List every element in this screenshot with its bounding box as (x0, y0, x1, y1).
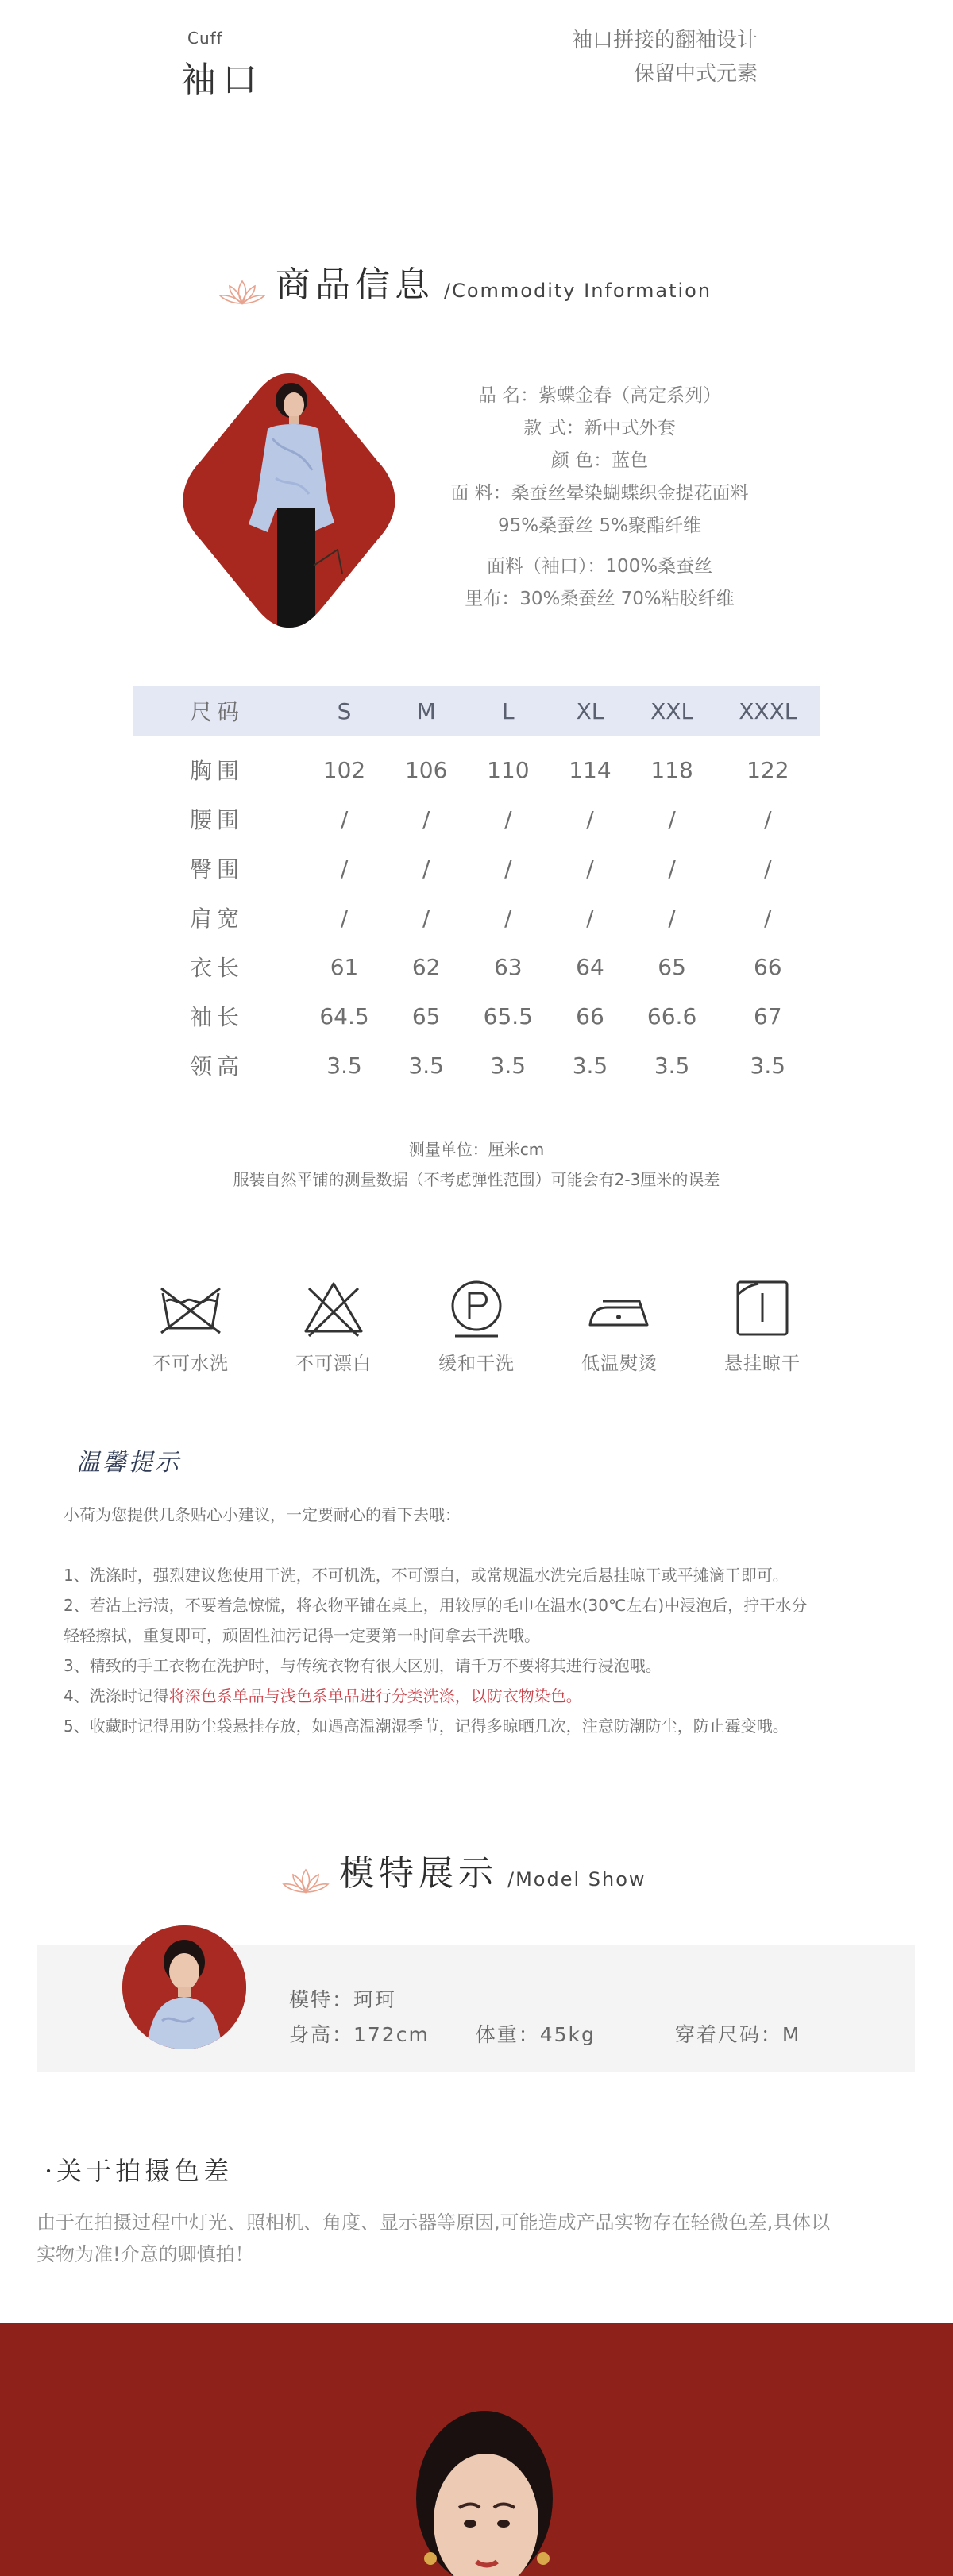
table-cell: 66.6 (646, 1002, 697, 1029)
info-color: 颜 色：蓝色 (550, 450, 649, 471)
size-table-header (133, 686, 820, 736)
row-label: 腰围 (189, 807, 244, 833)
table-row (133, 893, 820, 942)
size-header-m: M (416, 697, 436, 724)
care-label: 低温熨烫 (581, 1354, 658, 1374)
table-cell: 106 (404, 756, 448, 783)
size-header-xl: XL (576, 697, 604, 724)
table-cell: 110 (487, 756, 530, 783)
table-cell: 102 (322, 756, 366, 783)
care-label: 缓和干洗 (438, 1354, 515, 1374)
table-cell: / (422, 855, 430, 882)
color-diff-body (37, 2207, 910, 2270)
table-cell: / (504, 904, 512, 931)
table-cell: 64.5 (319, 1002, 369, 1029)
lotus-icon (282, 1868, 330, 1895)
no-wash-icon (155, 1277, 226, 1341)
table-cell: / (586, 855, 594, 882)
care-label: 不可水洗 (152, 1354, 229, 1374)
tip-item-4 (64, 1681, 889, 1711)
table-cell: 61 (330, 953, 359, 980)
cuff-label-en: Cuff (187, 29, 223, 48)
table-cell: / (504, 855, 512, 882)
lotus-icon (218, 280, 266, 307)
row-label: 肩宽 (189, 906, 244, 932)
color-diff-line1: 由于在拍摄过程中灯光、照相机、角度、显示器等原因,可能造成产品实物存在轻微色差,具体以 (37, 2211, 831, 2234)
row-label: 袖长 (189, 1004, 244, 1030)
gentle-dry-clean-icon (441, 1277, 512, 1341)
measurement-unit: 测量单位：厘米cm (408, 1140, 545, 1159)
table-cell: / (504, 805, 512, 832)
tip-item-2a: 2、若沾上污渍，不要着急惊慌，将衣物平铺在桌上，用较厚的毛巾在温水(30℃左右)中浸泡后，拧干水分 (64, 1596, 808, 1615)
tip-item-4-highlight: 将深色系单品与浅色系单品进行分类洗涤，以防衣物染色。 (168, 1686, 582, 1705)
table-cell: 3.5 (654, 1052, 690, 1079)
tips-intro: 小荷为您提供几条贴心小建议，一定要耐心的看下去哦： (64, 1505, 461, 1524)
banner-image (0, 2323, 953, 2576)
table-row (133, 745, 820, 794)
care-item (119, 1277, 262, 1375)
care-instructions (119, 1277, 834, 1375)
row-label: 胸围 (189, 758, 244, 784)
size-header-xxxl: XXXL (739, 697, 797, 724)
table-cell: / (668, 904, 676, 931)
table-cell: 62 (411, 953, 441, 980)
no-bleach-icon (298, 1277, 369, 1341)
table-cell: 66 (576, 1002, 604, 1029)
info-style: 款 式：新中式外套 (523, 418, 676, 438)
info-lining: 里布：30%桑蚕丝 70%粘胶纤维 (465, 589, 735, 609)
table-row (133, 794, 820, 844)
table-cell: 65 (411, 1002, 441, 1029)
table-cell: / (422, 805, 430, 832)
product-info (429, 380, 770, 616)
model-height: 身高：172cm (289, 2023, 430, 2046)
table-cell: 64 (576, 953, 604, 980)
tip-item-2b: 轻轻擦拭，重复即可，顽固性油污记得一定要第一时间拿去干洗哦。 (64, 1626, 540, 1645)
tips-title: 温馨提示 (76, 1449, 181, 1477)
care-label: 不可漂白 (295, 1354, 372, 1374)
info-fabric-composition: 95%桑蚕丝 5%聚酯纤维 (498, 516, 701, 536)
hang-dry-icon (727, 1277, 798, 1341)
commodity-title-en: /Commodity Information (444, 280, 712, 302)
avatar (122, 1925, 246, 2049)
model-size: 穿着尺码：M (674, 2023, 801, 2046)
model-title-cn: 模特展示 (339, 1853, 498, 1894)
color-diff-title: ·关于拍摄色差 (44, 2156, 233, 2186)
size-header-xxl: XXL (650, 697, 694, 724)
row-label: 臀围 (189, 856, 244, 882)
table-cell: / (586, 805, 594, 832)
table-row (133, 1041, 820, 1090)
table-cell: / (668, 855, 676, 882)
low-iron-icon (584, 1277, 655, 1341)
cuff-desc-line2: 保留中式元素 (633, 62, 758, 86)
table-cell: / (668, 805, 676, 832)
table-cell: / (340, 855, 349, 882)
table-row (133, 991, 820, 1041)
table-cell: 65 (658, 953, 686, 980)
care-item (548, 1277, 691, 1375)
info-name: 品 名：紫蝶金春（高定系列） (477, 385, 722, 406)
table-cell: / (422, 904, 430, 931)
table-cell: 3.5 (490, 1052, 527, 1079)
row-label: 领高 (189, 1053, 244, 1079)
table-cell: / (340, 904, 349, 931)
table-cell: / (340, 805, 349, 832)
measurement-note (0, 1134, 953, 1195)
table-cell: 118 (650, 756, 693, 783)
cuff-desc-line1: 袖口拼接的翻袖设计 (571, 29, 758, 52)
tip-item-5: 5、收藏时记得用防尘袋悬挂存放，如遇高温潮湿季节，记得多晾晒几次，注意防潮防尘，防止霉变哦。 (64, 1717, 789, 1736)
model-weight: 体重：45kg (475, 2023, 596, 2046)
table-cell: 3.5 (408, 1052, 444, 1079)
table-cell: 114 (569, 756, 612, 783)
model-title-en: /Model Show (507, 1868, 646, 1890)
size-table (133, 686, 820, 1090)
table-cell: / (586, 904, 594, 931)
tip-item-3: 3、精致的手工衣物在洗护时，与传统衣物有很大区别，请千万不要将其进行浸泡哦。 (64, 1656, 662, 1675)
size-header-s: S (337, 697, 352, 724)
care-item (262, 1277, 405, 1375)
cuff-label-cn: 袖口 (181, 60, 264, 100)
product-image (179, 367, 399, 634)
model-name: 模特：珂珂 (289, 1988, 397, 2011)
care-item (691, 1277, 834, 1375)
table-cell: 122 (747, 756, 789, 783)
row-label: 衣长 (189, 955, 244, 981)
tip-item-1: 1、洗涤时，强烈建议您使用干洗，不可机洗，不可漂白，或常规温水洗完后悬挂晾干或平摊滴干即可。 (64, 1566, 789, 1585)
table-cell: / (764, 805, 772, 832)
info-cuff-fabric: 面料（袖口）：100%桑蚕丝 (486, 556, 713, 577)
table-cell: 3.5 (750, 1052, 786, 1079)
color-diff-line2: 实物为准!介意的卿慎拍！ (37, 2243, 254, 2265)
table-cell: / (764, 904, 772, 931)
table-cell: 3.5 (572, 1052, 608, 1079)
measurement-error: 服装自然平铺的测量数据（不考虑弹性范围）可能会有2-3厘米的误差 (233, 1170, 720, 1189)
care-label: 悬挂晾干 (724, 1354, 801, 1374)
tip-item-4-prefix: 4、洗涤时记得 (64, 1686, 169, 1705)
table-cell: 3.5 (326, 1052, 362, 1079)
table-row (133, 942, 820, 991)
model-section-title (282, 1844, 646, 1895)
size-header-l: L (502, 697, 515, 724)
table-cell: 65.5 (483, 1002, 533, 1029)
commodity-section-title (218, 256, 712, 307)
size-header-label: 尺码 (189, 699, 244, 725)
commodity-title-cn: 商品信息 (276, 265, 434, 305)
table-cell: 66 (753, 953, 782, 980)
table-cell: / (764, 855, 772, 882)
info-fabric: 面 料：桑蚕丝晕染蝴蝶织金提花面料 (450, 483, 749, 504)
tips-body (64, 1500, 889, 1741)
table-row (133, 844, 820, 893)
care-item (405, 1277, 548, 1375)
table-cell: 63 (493, 953, 523, 980)
model-info (289, 1983, 801, 2053)
table-cell: 67 (753, 1002, 782, 1029)
model-measurements (289, 2018, 801, 2053)
cuff-description (572, 24, 758, 91)
